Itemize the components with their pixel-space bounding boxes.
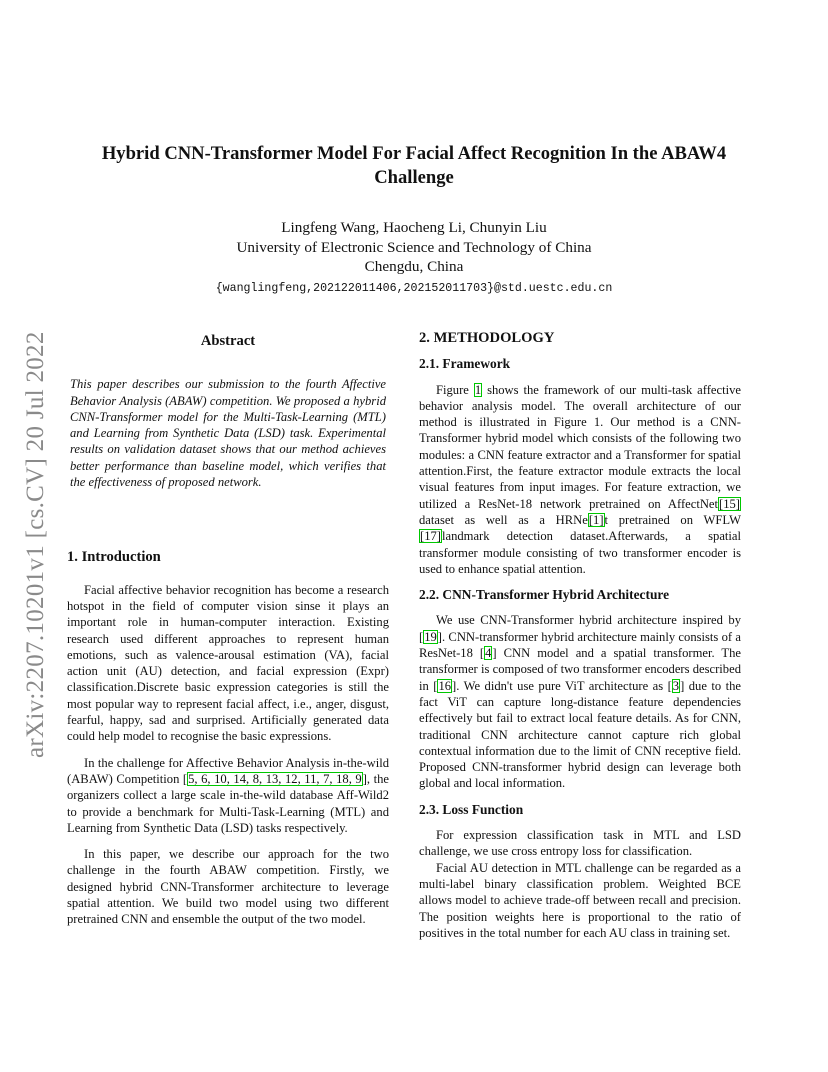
text-run: ] due to the fact ViT can capture long-distance feature dependencies effectively but fail to extract local feature details. As for CNN, traditional CNN architecture cannot capture rich global contextual information due to the limit of CNN receptive field. Proposed CNN-transformer hybrid design can leverage both global and local information. [419,678,742,791]
text-run: We use CNN-Transformer hybrid architecture inspired by [ [419,613,741,644]
text-run: ]. We didn't use pure ViT architecture as [ [452,678,672,693]
loss-function-paragraph-2: Facial AU detection in MTL challenge can be regarded as a multi-label binary classification problem. Weighted BCE allows model to achieve trade-off between recall and precision. The position weights here is proportional to the ratio of positives in the total number for each AU class in training set. [419,860,741,940]
arxiv-identifier: arXiv:2207.10201v1 [cs.CV] 20 Jul 2022 [22,331,49,758]
text-run: In the challenge for Affective Behavior Analysis in-the-wild (ABAW) Competition [ [67,755,389,786]
citation-link[interactable]: 16 [438,678,452,693]
citation-link[interactable]: 4 [485,646,492,661]
abstract-heading: Abstract [200,333,256,349]
citation-link[interactable]: 3 [672,678,680,693]
text-run: landmark detection dataset.Afterwards, a spatial transformer module consisting of two transformer encoder is used to enhance spatial attention. [419,529,741,576]
right-column [419,330,741,941]
text-run: ]. CNN-transformer hybrid architecture mainly consists of a ResNet-18 [ [419,629,741,661]
methodology-heading: 2. METHODOLOGY [419,330,555,346]
paper-title-line-1: Hybrid CNN-Transformer Model For Facial Affect Recognition In the ABAW4 [101,143,727,164]
author-block [60,218,768,298]
introduction-paragraph-1: Facial affective behavior recognition has become a research hotspot in the field of computer vision sinse it plays an important role in human-computer interaction. Existing research used different approaches to represent human emotions, such as valence-arousal estimation (VA), facial action unit (AU) detection, and facial expression (Expr) classification.Discrete basic expression categories is still the most popular way to represent facial affect, i.e., anger, disgust, fearful, happy, sad and surprised. Artificially generated data could help model to recognise the basic expressions. [67,582,389,744]
citation-link[interactable]: [15] [719,496,740,511]
introduction-paragraph-2 [67,755,389,836]
paper-title-line-2: Challenge [374,167,454,188]
author-affiliation: University of Electronic Science and Technology of China [236,238,592,256]
citation-link[interactable]: [1] [588,512,604,527]
abstract-text: This paper describes our submission to the fourth Affective Behavior Analysis (ABAW) competition. We proposed a hybrid CNN-Transformer model for the Multi-Task-Learning (MTL) and Learning from Synthetic Data (LSD) task. Experimental results on validation dataset shows that our method achieves better performance than baseline model, which verifies that the effectiveness of proposed network. [70,377,386,490]
framework-paragraph [419,382,741,578]
figure-link[interactable]: 1 [474,382,482,397]
introduction-paragraph-3: In this paper, we describe our approach for the two challenge in the fourth ABAW competition. Firstly, we designed hybrid CNN-Transformer architecture to leverage spatial attention. We build two model using two different pretrained CNN and ensemble the output of the two model. [67,847,389,927]
text-run: shows the framework of our multi-task affective behavior analysis model. The overall architecture of our method is illustrated in Figure 1. Our method is a CNN-Transformer hybrid model which consists of the following two modules: a CNN feature extractor and a Transformer for spatial attention.First, the feature extractor module extracts the local visual features from input images. For feature extraction, we utilized a ResNet-18 network pretrained on AffectNet [419,382,741,511]
citation-link-group[interactable]: 5, 6, 10, 14, 8, 13, 12, 11, 7, 18, 9 [188,771,362,786]
framework-heading: 2.1. Framework [419,356,511,372]
text-run: t pretrained on WFLW [604,512,742,527]
text-run: ] CNN model and a spatial transformer. The transformer is composed of two transformer encoders described in [ [419,646,741,693]
introduction-heading: 1. Introduction [67,549,161,566]
loss-function-heading: 2.3. Loss Function [419,801,524,817]
citation-link[interactable]: 19 [424,629,437,644]
loss-function-paragraph-1: For expression classification task in MTL and LSD challenge, we use cross entropy loss for classification. [419,828,741,859]
left-column [67,330,389,928]
text-run: Figure [436,382,474,397]
paper-title [60,142,768,190]
hybrid-architecture-paragraph [419,612,741,791]
citation-link[interactable]: [17] [420,529,441,544]
text-run: dataset as well as a HRNe [419,512,588,527]
hybrid-architecture-heading: 2.2. CNN-Transformer Hybrid Architecture [419,587,670,603]
author-names: Lingfeng Wang, Haocheng Li, Chunyin Liu [281,219,547,236]
author-city: Chengdu, China [364,258,464,275]
text-run: ], the organizers collect a large scale in-the-wild database Aff-Wild2 to provide a benchmark for Multi-Task-Learning (MTL) and Learning from Synthetic Data (LSD) tasks respectively. [67,771,389,835]
author-email: {wanglingfeng,202122011406,202152011703}@std.uestc.edu.cn [215,281,613,295]
